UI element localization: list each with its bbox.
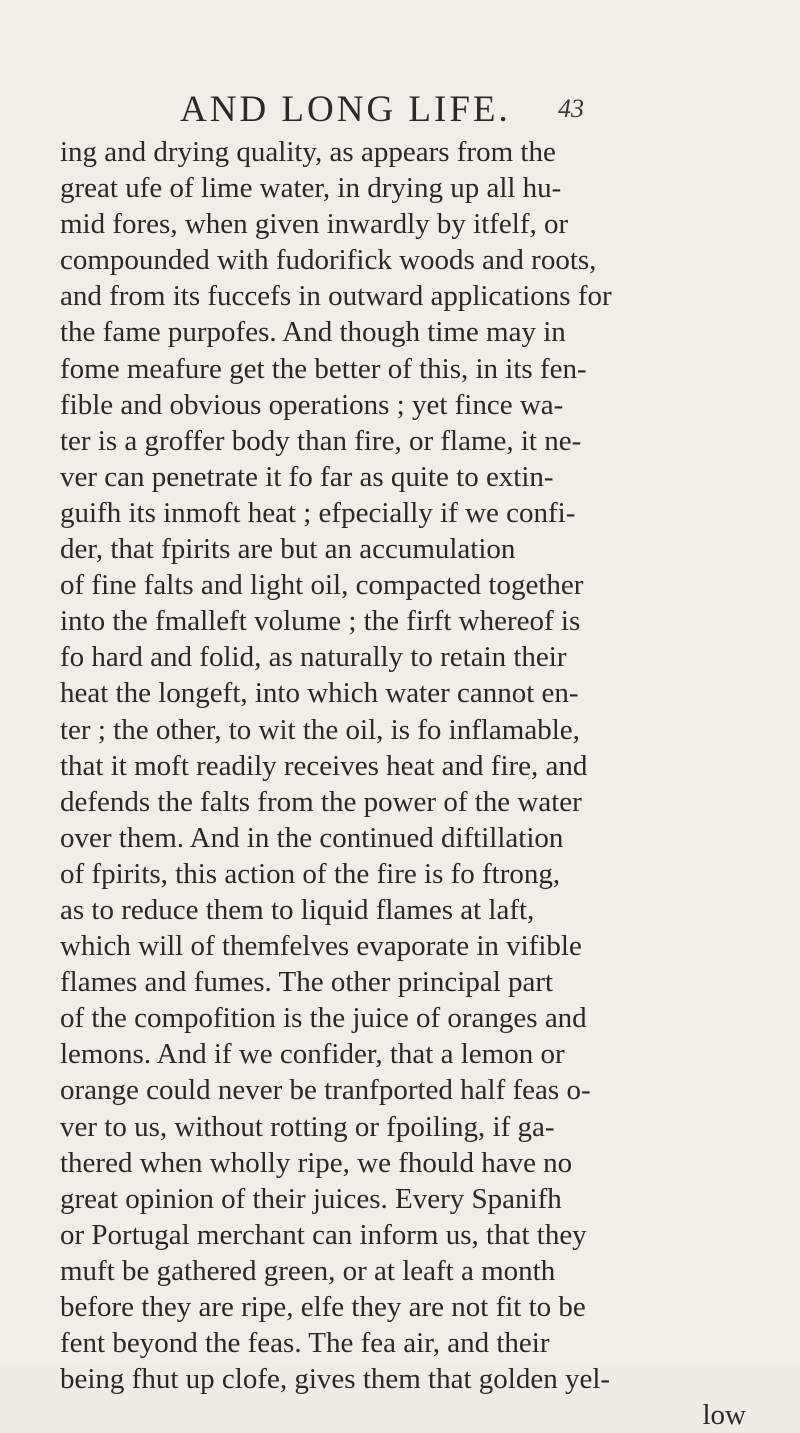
text-line: muft be gathered green, or at leaft a month [60,1254,556,1287]
text-line: of the compofition is the juice of oranges and [60,1002,587,1035]
text-line: and from its fuccefs in outward applications for [60,280,612,313]
text-line: which will of themfelves evaporate in vifible [60,930,582,963]
text-line: ver can penetrate it fo far as quite to extin- [60,460,554,493]
text-line: fome meafure get the better of this, in its fen- [60,352,587,385]
text-line: the fame purpofes. And though time may in [60,316,566,349]
text-line: great opinion of their juices. Every Spanifh [60,1182,562,1215]
text-line: over them. And in the continued diftillation [60,821,564,854]
text-line: ter ; the other, to wit the oil, is fo inflamable, [60,713,580,746]
text-line: of fpirits, this action of the fire is fo ftrong, [60,857,561,890]
text-line: ter is a groffer body than fire, or flame, it ne- [60,424,582,457]
text-line: great ufe of lime water, in drying up all hu- [60,172,562,205]
text-line: der, that fpirits are but an accumulation [60,533,516,566]
text-line: into the fmalleft volume ; the firft whereof is [60,605,581,638]
text-line: compounded with fudorifick woods and roots, [60,244,597,277]
body-text [60,134,750,1433]
text-line: orange could never be tranfported half feas o- [60,1074,591,1107]
text-line: as to reduce them to liquid flames at laft, [60,893,535,926]
text-line: of fine falts and light oil, compacted together [60,569,584,602]
text-line: flames and fumes. The other principal part [60,966,554,999]
text-line: fible and obvious operations ; yet fince wa- [60,388,564,421]
text-line: ing and drying quality, as appears from the [60,136,556,168]
text-line: guifh its inmoft heat ; efpecially if we confi- [60,496,576,529]
catchword: low [702,1399,746,1432]
page-header [0,88,800,128]
text-line: that it moft readily receives heat and fire, and [60,749,588,782]
text-line: thered when wholly ripe, we fhould have no [60,1146,573,1179]
text-line: or Portugal merchant can inform us, that they [60,1218,587,1251]
text-line: fent beyond the feas. The fea air, and their [60,1327,550,1360]
text-line: before they are ripe, elfe they are not fit to be [60,1291,586,1323]
text-line: ver to us, without rotting or fpoiling, if ga- [60,1110,555,1143]
text-line: heat the longeft, into which water cannot en- [60,677,579,710]
text-line: defends the falts from the power of the water [60,785,582,818]
text-line: being fhut up clofe, gives them that golden yel- [60,1363,611,1396]
running-head: AND LONG LIFE. [180,89,511,130]
page-number: 43 [558,94,584,123]
text-line: mid fores, when given inwardly by itfelf, or [60,208,569,241]
text-line: fo hard and folid, as naturally to retain their [60,641,567,674]
text-line: lemons. And if we confider, that a lemon or [60,1038,565,1071]
